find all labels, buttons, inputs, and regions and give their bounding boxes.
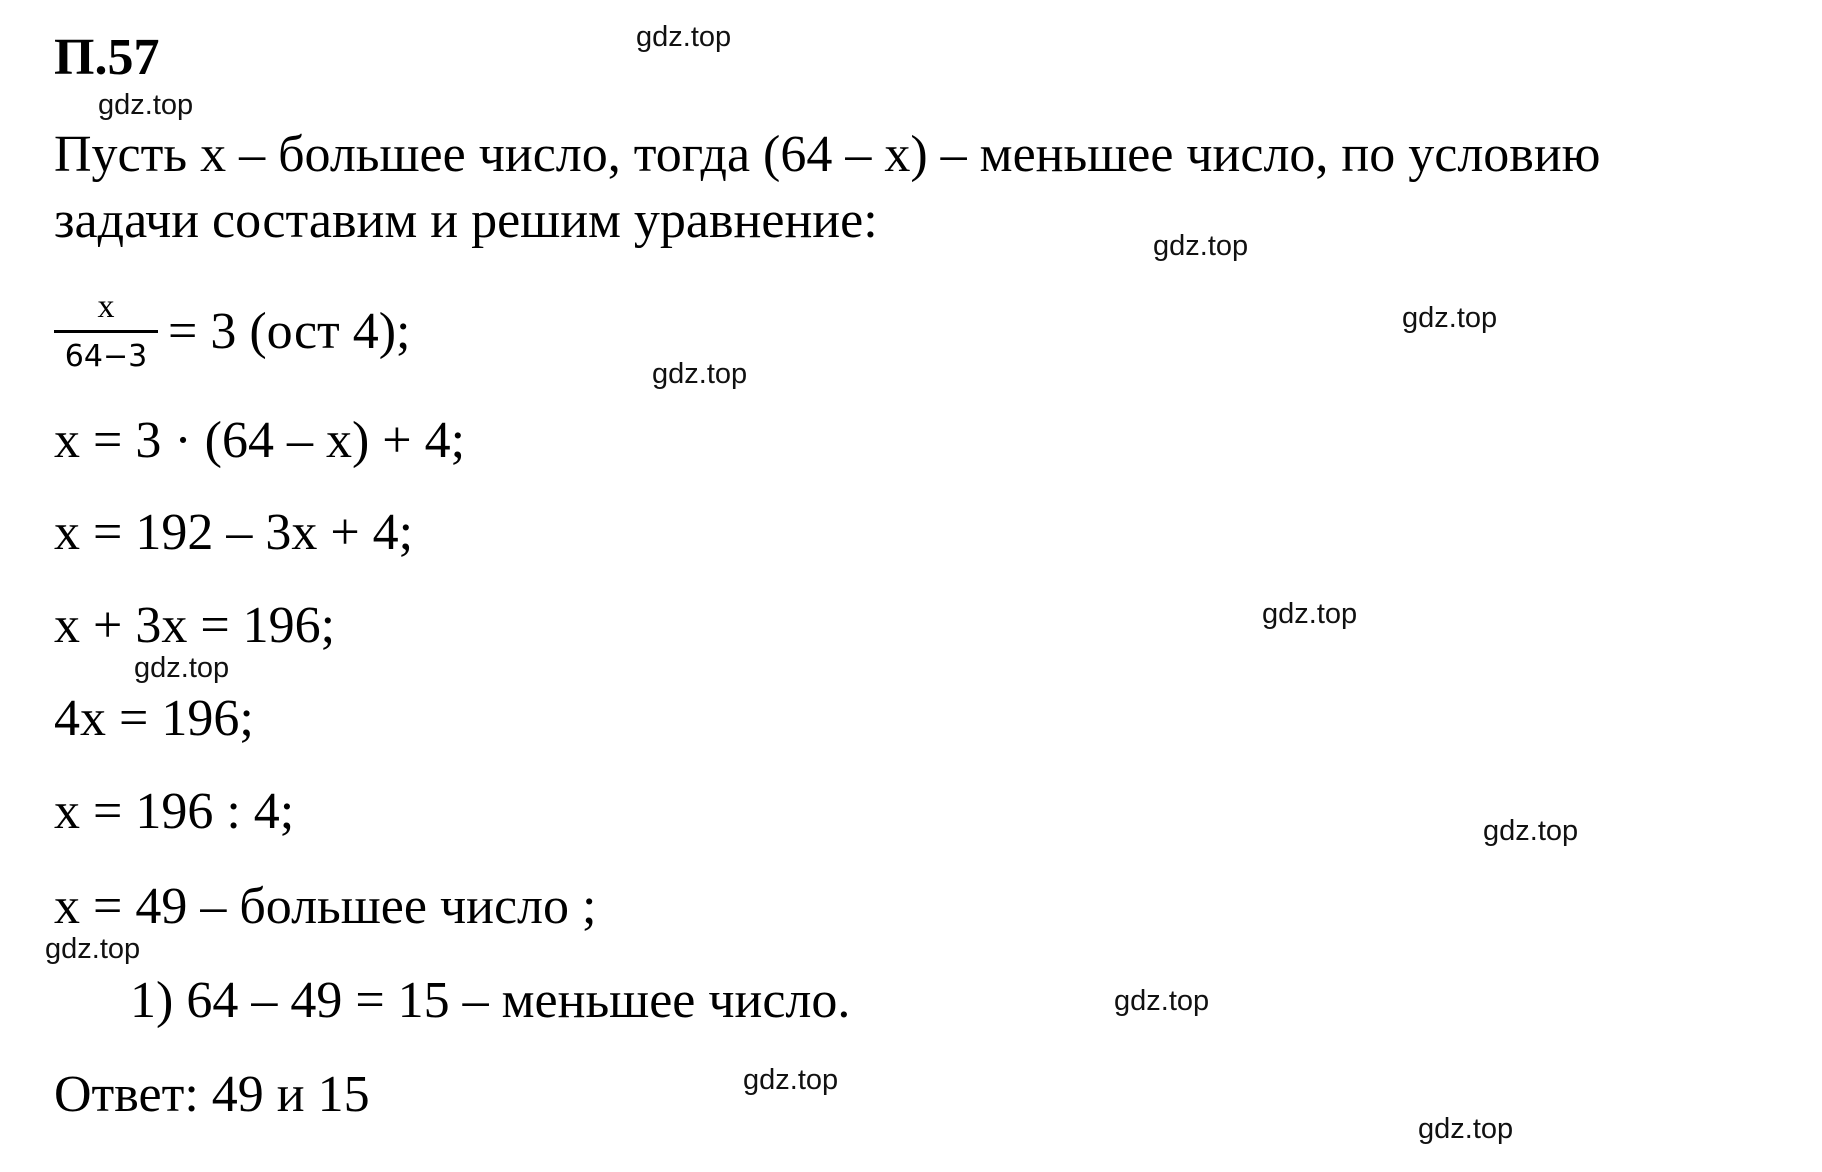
watermark: gdz.top: [45, 933, 141, 965]
equation-line-6: х = 49 – большее число ;: [54, 878, 597, 935]
watermark: gdz.top: [1114, 985, 1210, 1017]
fraction: [54, 288, 158, 377]
watermark: gdz.top: [1153, 230, 1249, 262]
watermark: gdz.top: [1418, 1113, 1514, 1145]
equation-line-2: х = 192 – 3х + 4;: [54, 504, 414, 561]
watermark: gdz.top: [98, 89, 194, 121]
equation-line-4: 4х = 196;: [54, 690, 254, 747]
answer-line: Ответ: 49 и 15: [54, 1066, 370, 1123]
watermark: gdz.top: [652, 358, 748, 390]
task-number-title: П.57: [54, 29, 160, 86]
watermark: gdz.top: [1483, 815, 1579, 847]
fraction-result: = 3 (ост 4);: [168, 303, 411, 360]
watermark: gdz.top: [743, 1064, 839, 1096]
fraction-denominator: 64−3: [64, 338, 148, 374]
equation-line-1: х = 3 · (64 – х) + 4;: [54, 412, 466, 469]
watermark: gdz.top: [1402, 302, 1498, 334]
fraction-equation: [54, 284, 411, 380]
intro-line-2: задачи составим и решим уравнение:: [54, 192, 878, 249]
step-1-line: 1) 64 – 49 = 15 – меньшее число.: [130, 972, 851, 1029]
fraction-numerator: х: [97, 287, 115, 325]
intro-line-1: Пусть х – большее число, тогда (64 – х) – меньшее число, по условию: [54, 126, 1601, 183]
equation-line-3: х + 3х = 196;: [54, 597, 336, 654]
equation-line-5: х = 196 : 4;: [54, 783, 295, 840]
watermark: gdz.top: [1262, 598, 1358, 630]
watermark: gdz.top: [134, 652, 230, 684]
watermark: gdz.top: [636, 21, 732, 53]
